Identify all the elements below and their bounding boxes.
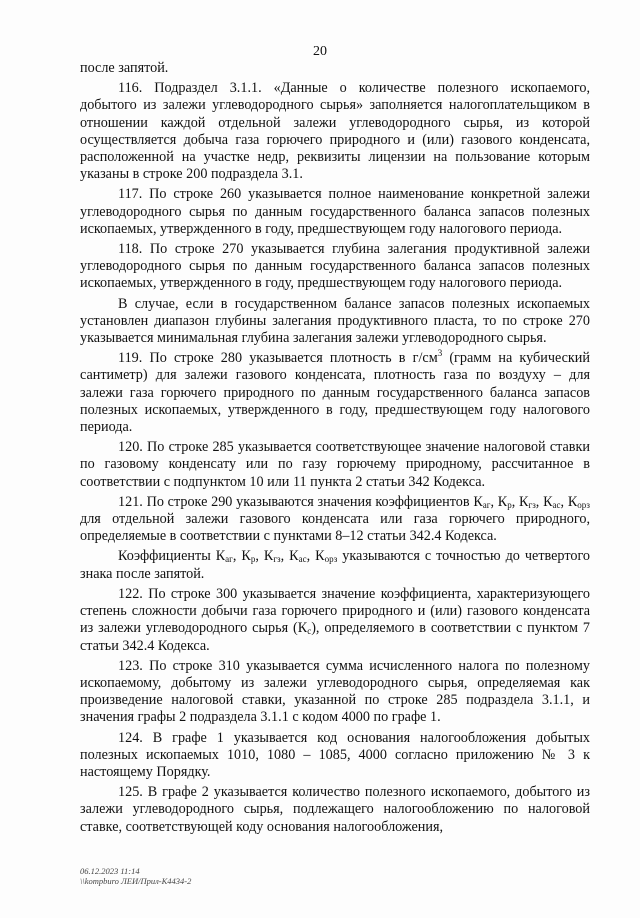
- text-segment: 122. По строке 300 указывается значение коэффициента, характеризующего степень сложности добычи газа горючего природного и (или) газового конденсата из залежи углеводородного сырья (К: [80, 585, 590, 637]
- subscript: гз: [528, 499, 536, 510]
- text-segment: после запятой.: [80, 60, 169, 76]
- text-segment: 118. По строке 270 указывается глубина залегания продуктивной залежи углеводородного сырья по данным государственного баланса запасов полезных ископаемых, утвержденного в году, предшествующем году налогового периода.: [80, 241, 590, 292]
- subscript: орз: [324, 554, 338, 565]
- paragraph-p125: [80, 784, 590, 836]
- text-segment: , К: [511, 493, 529, 510]
- text-segment: для отдельной залежи газового конденсата или газа горючего природного, определяемые в соответствии с пунктами 8–12 статьи 342.4 Кодекса.: [80, 511, 590, 545]
- subscript: р: [507, 499, 512, 510]
- subscript: ас: [552, 499, 561, 510]
- text-segment: , К: [535, 493, 553, 510]
- paragraph-p124: [80, 730, 590, 782]
- paragraph-p122: [80, 586, 590, 655]
- subscript: р: [250, 554, 256, 565]
- page-number: 20: [313, 44, 327, 59]
- text-segment: 117. По строке 260 указывается полное наименование конкретной залежи углеводородного сырья по данным государственного баланса запасов полезных ископаемых, утвержденного в году, предшествующем году налогового периода.: [80, 186, 590, 237]
- document-body: [80, 60, 590, 839]
- text-segment: 119. По строке 280 указывается плотность в г/см: [118, 350, 438, 367]
- text-segment: указываются с точностью до четвертого знака после запятой.: [80, 548, 591, 582]
- subscript: орз: [577, 499, 590, 510]
- text-segment: , К: [560, 493, 578, 510]
- footer-timestamp: 06.12.2023 11:14: [80, 866, 140, 876]
- text-segment: , К: [255, 548, 274, 565]
- text-segment: Коэффициенты К: [118, 548, 226, 565]
- subscript: аг: [482, 499, 491, 510]
- subscript: ас: [298, 554, 307, 565]
- paragraph-p120: [80, 439, 590, 491]
- text-segment: , К: [490, 493, 508, 510]
- text-segment: 121. По строке 290 указываются значения коэффициентов К: [118, 493, 483, 510]
- paragraph-p118b: [80, 296, 590, 348]
- paragraph-p119: [80, 350, 590, 436]
- superscript: 3: [437, 348, 443, 359]
- text-segment: ), определяемого в соответствии с пунктом 7 статьи 342.4 Кодекса.: [80, 620, 590, 654]
- text-segment: (грамм на кубический сантиметр) для залежи газового конденсата, плотность газа по воздуху – для залежи газа горючего природного по данным государственного баланса запасов полезных ископаемых, утвержденного в году, предшествующем году налогового периода.: [80, 350, 590, 436]
- subscript: с: [307, 626, 312, 637]
- paragraph-p121: [80, 494, 590, 546]
- text-segment: , К: [280, 548, 299, 565]
- paragraph-p118: [80, 241, 590, 293]
- subscript: аг: [225, 554, 233, 565]
- text-segment: 125. В графе 2 указывается количество полезного ископаемого, добытого из залежи углеводородного сырья, подлежащего налогообложению по налоговой ставке, соответствующей коду основания налогообложения,: [80, 784, 590, 835]
- text-segment: , К: [232, 548, 251, 565]
- print-footer: [80, 866, 191, 886]
- paragraph-p0: [80, 60, 590, 77]
- paragraph-p121b: [80, 548, 590, 582]
- paragraph-p123: [80, 658, 590, 727]
- text-segment: 116. Подраздел 3.1.1. «Данные о количестве полезного ископаемого, добытого из залежи углеводородного сырья» заполняется налогоплательщиком в отношении каждой отдельной залежи углеводородного сырья, из которой осуществляется добыча газа горючего природного и (или) газового конденсата, расположенной на участке недр, реквизиты лицензии на пользование которым указаны в строке 200 подраздела 3.1.: [80, 80, 590, 183]
- paragraph-p117: [80, 186, 590, 238]
- subscript: гз: [273, 554, 281, 565]
- text-segment: В случае, если в государственном балансе запасов полезных ископаемых установлен диапазон глубины залегания продуктивного пласта, то по строке 270 указывается минимальная глубина залегания залежи углеводородного сырья.: [80, 295, 590, 347]
- text-segment: 120. По строке 285 указывается соответствующее значение налоговой ставки по газовому конденсату или по газу горючему природному, рассчитанное в соответствии с подпунктом 10 или 11 пункта 2 статьи 342 Кодекса.: [80, 439, 590, 490]
- text-segment: , К: [306, 548, 325, 565]
- text-segment: 124. В графе 1 указывается код основания налогообложения добытых полезных ископаемых 1010, 1080 – 1085, 4000 согласно приложению № 3 к настоящему Порядку.: [80, 729, 590, 780]
- footer-filepath: \\kompburo ЛЕИ/Прил-К4434-2: [80, 876, 192, 886]
- paragraph-p116: [80, 80, 590, 183]
- text-segment: 123. По строке 310 указывается сумма исчисленного налога по полезному ископаемому, добытому из залежи углеводородного сырья, определяемая как произведение налоговой ставки, указанной по строке 285 подраздела 3.1.1, и значения графы 2 подраздела 3.1.1 с кодом 4000 по графе 1.: [80, 657, 590, 726]
